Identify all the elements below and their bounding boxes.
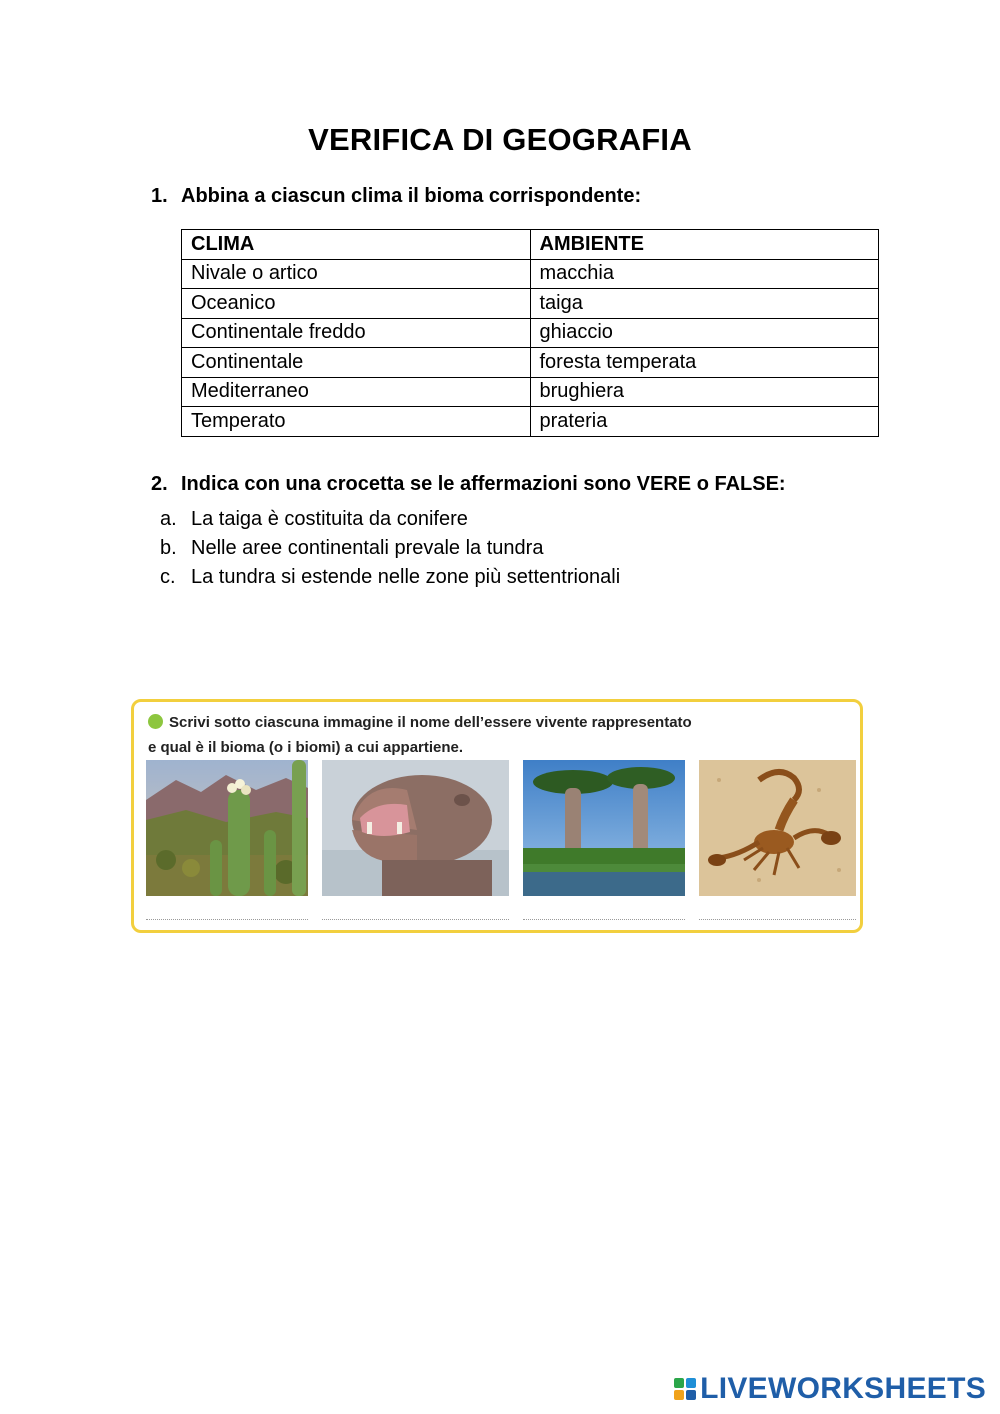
hippo-image (322, 760, 509, 896)
header-ambiente: AMBIENTE (530, 230, 879, 260)
question-2-text: Indica con una crocetta se le affermazioni sono VERE o FALSE: (181, 473, 786, 495)
statement-list (160, 505, 620, 592)
question-2-number: 2. (151, 473, 168, 495)
statement-text: La taiga è costituita da conifere (191, 508, 468, 530)
question-1-number: 1. (151, 185, 168, 207)
ambiente-cell: taiga (530, 289, 879, 319)
clima-cell: Continentale (182, 348, 531, 378)
liveworksheets-logo-icon (674, 1378, 696, 1400)
statement-text: La tundra si estende nelle zone più settentrionali (191, 566, 621, 588)
ambiente-cell: prateria (530, 407, 879, 437)
ambiente-cell: foresta temperata (530, 348, 879, 378)
question-1-heading (151, 185, 641, 208)
table-row (182, 318, 879, 348)
ambiente-cell: macchia (530, 259, 879, 289)
statement-text: Nelle aree continentali prevale la tundra (191, 537, 544, 559)
clima-cell: Mediterraneo (182, 377, 531, 407)
list-item (160, 563, 620, 592)
table-row (182, 377, 879, 407)
clima-cell: Nivale o artico (182, 259, 531, 289)
statement-letter: c. (160, 566, 176, 588)
clima-cell: Continentale freddo (182, 318, 531, 348)
ambiente-cell: brughiera (530, 377, 879, 407)
image-exercise-box (131, 699, 863, 933)
question-1-text: Abbina a ciascun clima il bioma corrispondente: (181, 185, 642, 207)
climate-biome-table (181, 229, 879, 437)
table-row (182, 407, 879, 437)
table-row (182, 289, 879, 319)
instruction-line-1: Scrivi sotto ciascuna immagine il nome dell’essere vivente rappresentato (169, 714, 692, 731)
answer-line[interactable] (322, 919, 509, 920)
exercise-instructions (148, 710, 692, 760)
green-bullet-icon (148, 714, 163, 729)
list-item (160, 505, 620, 534)
page-title: VERIFICA DI GEOGRAFIA (308, 122, 692, 157)
statement-letter: a. (160, 508, 177, 530)
table-row (182, 259, 879, 289)
clima-cell: Oceanico (182, 289, 531, 319)
question-2-heading (151, 473, 786, 496)
statement-letter: b. (160, 537, 177, 559)
table-header-row (182, 230, 879, 260)
ambiente-cell: ghiaccio (530, 318, 879, 348)
instruction-line-2: e qual è il bioma (o i biomi) a cui appartiene. (148, 739, 464, 756)
list-item (160, 534, 620, 563)
cactus-desert-image (146, 760, 308, 896)
answer-line[interactable] (523, 919, 685, 920)
scorpion-image (699, 760, 856, 896)
liveworksheets-logo (674, 1372, 986, 1406)
baobab-image (523, 760, 685, 896)
answer-line[interactable] (699, 919, 856, 920)
header-clima: CLIMA (182, 230, 531, 260)
clima-cell: Temperato (182, 407, 531, 437)
logo-text: LIVEWORKSHEETS (700, 1372, 986, 1405)
table-row (182, 348, 879, 378)
answer-line[interactable] (146, 919, 308, 920)
